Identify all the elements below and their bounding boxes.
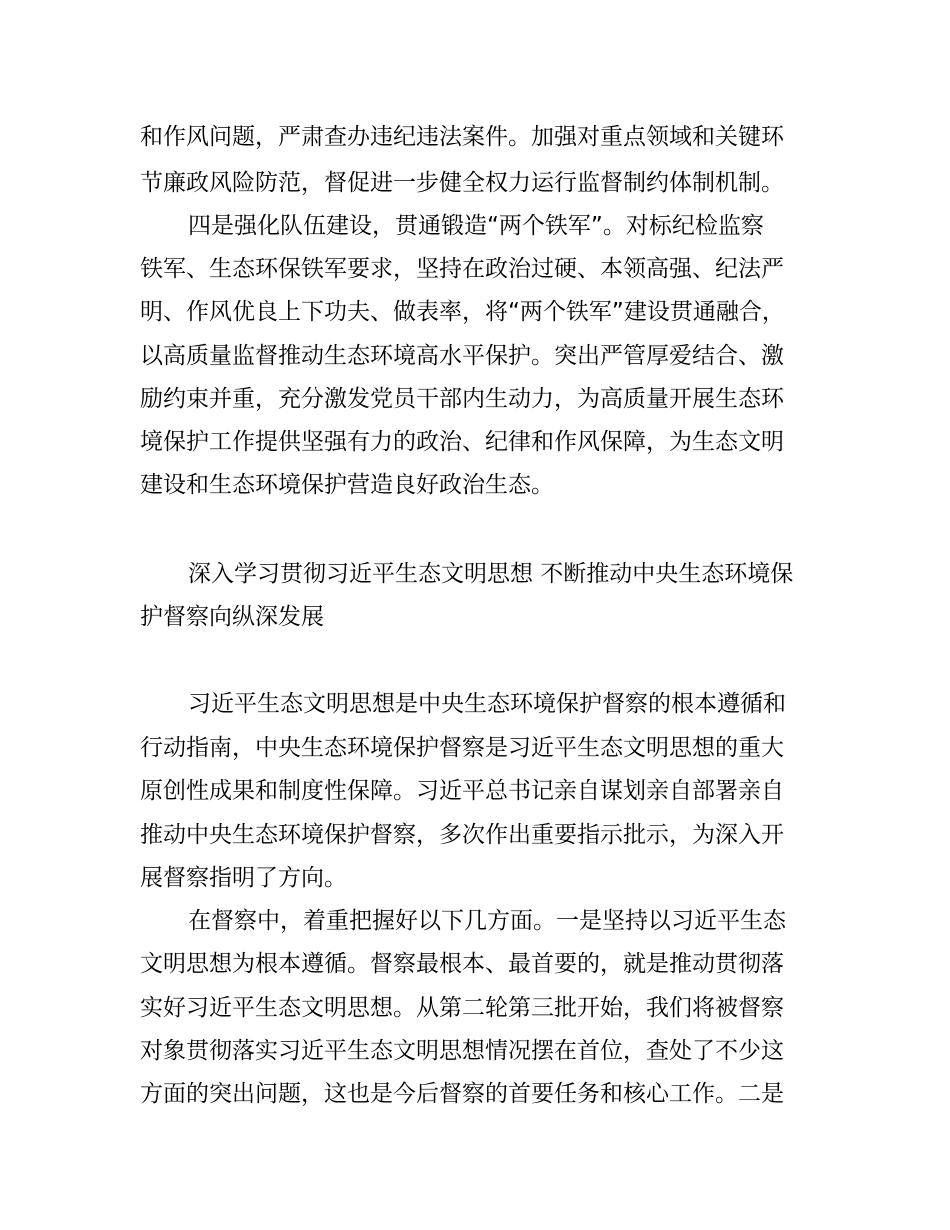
paragraph-line: 对象贯彻落实习近平生态文明思想情况摆在首位，查处了不少这 [140, 1038, 784, 1064]
paragraph-line: 境保护工作提供坚强有力的政治、纪律和作风保障，为生态文明 [140, 429, 784, 455]
paragraph-line: 原创性成果和制度性保障。习近平总书记亲自谋划亲自部署亲自 [140, 778, 784, 804]
paragraph-line: 实好习近平生态文明思想。从第二轮第三批开始，我们将被督察 [140, 995, 784, 1021]
paragraph-line: 铁军、生态环保铁军要求，坚持在政治过硬、本领高强、纪法严 [140, 256, 784, 282]
paragraph-line: 和作风问题，严肃查办违纪违法案件。加强对重点领域和关键环 [140, 124, 784, 150]
paragraph-line: 推动中央生态环境保护督察，多次作出重要指示批示，为深入开 [140, 822, 784, 848]
paragraph-line: 四是强化队伍建设，贯通锻造“两个铁军”。对标纪检监察 [188, 213, 764, 239]
paragraph-line: 在督察中，着重把握好以下几方面。一是坚持以习近平生态 [188, 908, 786, 934]
paragraph-line: 习近平生态文明思想是中央生态环境保护督察的根本遵循和 [188, 691, 786, 717]
paragraph-line: 方面的突出问题，这也是今后督察的首要任务和核心工作。二是 [140, 1081, 784, 1107]
paragraph-line: 建设和生态环境保护营造良好政治生态。 [140, 472, 554, 498]
section-heading-line: 护督察向纵深发展 [140, 604, 324, 630]
paragraph-line: 励约束并重，充分激发党员干部内生动力，为高质量开展生态环 [140, 386, 784, 412]
paragraph-line: 文明思想为根本遵循。督察最根本、最首要的，就是推动贯彻落 [140, 951, 784, 977]
paragraph-line: 行动指南，中央生态环境保护督察是习近平生态文明思想的重大 [140, 735, 784, 761]
section-heading-line: 深入学习贯彻习近平生态文明思想 不断推动中央生态环境保 [188, 561, 794, 587]
paragraph-line: 明、作风优良上下功夫、做表率，将“两个铁军”建设贯通融合， [140, 299, 785, 325]
paragraph-line: 节廉政风险防范，督促进一步健全权力运行监督制约体制机制。 [140, 170, 784, 196]
paragraph-line: 展督察指明了方向。 [140, 865, 347, 891]
paragraph-line: 以高质量监督推动生态环境高水平保护。突出严管厚爱结合、激 [140, 343, 784, 369]
